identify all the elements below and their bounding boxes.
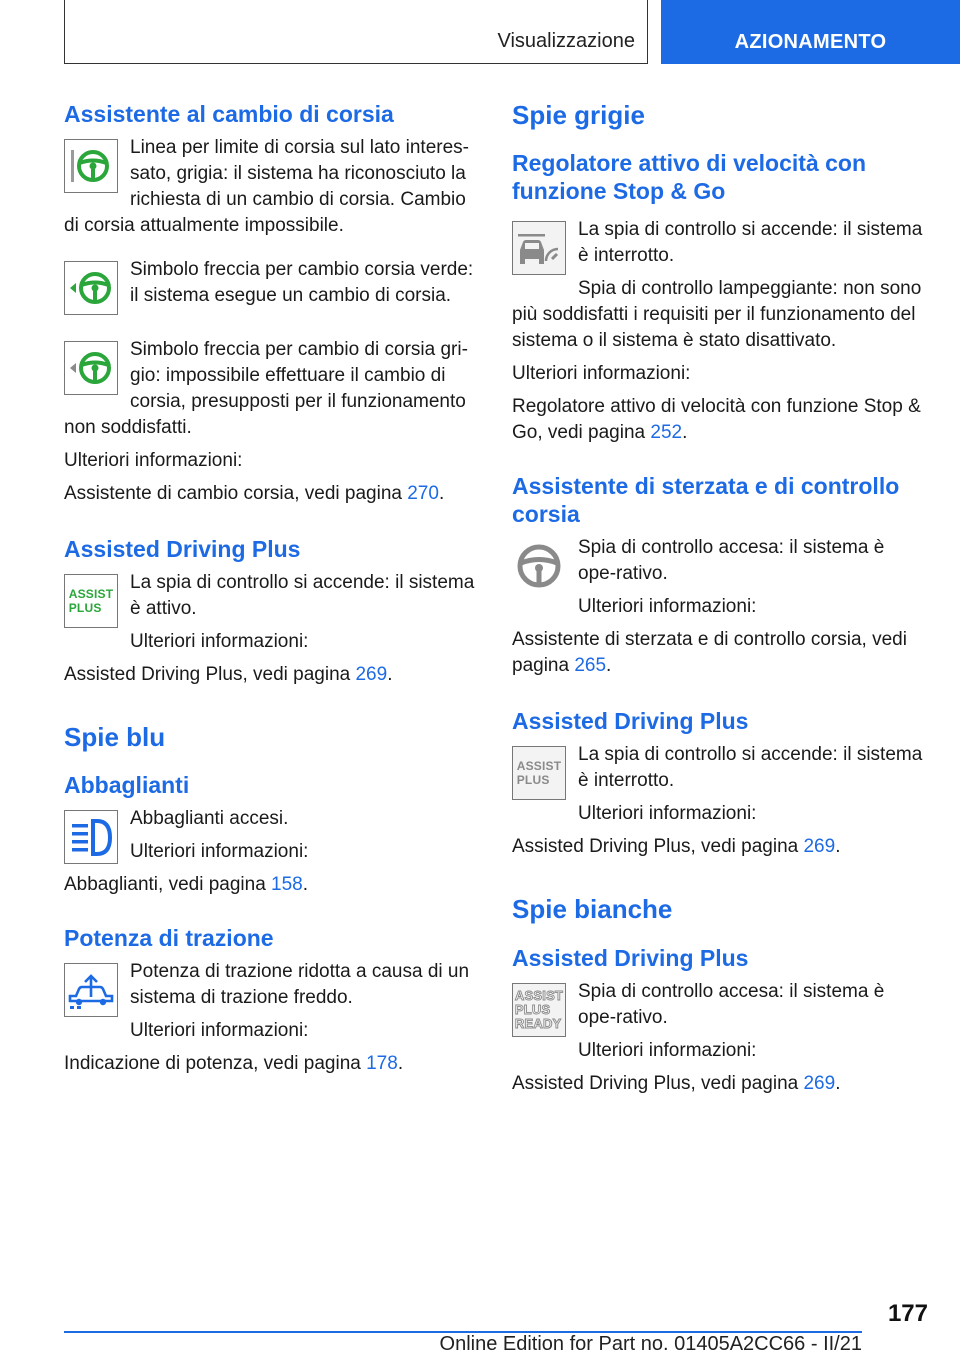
- lane-change-item-grey-arrow: [64, 337, 479, 441]
- lane-change-more-label: Ulteriori informazioni:: [64, 450, 243, 472]
- assisted-plus-grey-more-label: Ulteriori informazioni:: [578, 803, 757, 825]
- high-beam-title: Abbaglianti: [64, 772, 190, 799]
- lane-change-page-link[interactable]: 270: [407, 483, 439, 505]
- high-beam-page-link[interactable]: 158: [271, 874, 303, 896]
- acc-more-label: Ulteriori informazioni:: [512, 363, 691, 385]
- assisted-plus-item: [64, 570, 479, 655]
- traction-power-icon: [64, 963, 118, 1017]
- traction-title: Potenza di trazione: [64, 925, 274, 952]
- steering-wheel-icon: [512, 539, 566, 593]
- acc-stop-go-icon: [512, 221, 566, 275]
- assisted-plus-white-page-link[interactable]: 269: [803, 1072, 836, 1094]
- assisted-plus-grey-reference: Assisted Driving Plus, vedi pagina 269.: [512, 836, 841, 858]
- lane-change-grey-arrow-icon: [64, 341, 118, 395]
- high-beam-icon: [64, 810, 118, 864]
- lane-change-item-green-arrow: [64, 257, 479, 319]
- assist-plus-grey-icon: ASSIST PLUS: [512, 746, 566, 800]
- assisted-plus-white-title: Assisted Driving Plus: [512, 944, 749, 971]
- steering-item: [512, 535, 927, 620]
- acc-text-1: La spia di controllo si accende: il sistema è interrotto.: [578, 219, 923, 267]
- acc-page-link[interactable]: 252: [650, 422, 683, 444]
- assisted-plus-white-item: [512, 979, 927, 1064]
- lane-change-item-2-text: Simbolo freccia per cambio corsia verde: il sistema esegue un cambio di corsia.: [130, 259, 474, 307]
- lane-change-title: Assistente al cambio di corsia: [64, 101, 394, 127]
- blue-lights-heading: Spie blu: [64, 722, 166, 753]
- left-column: [64, 100, 479, 1077]
- traction-more-label: Ulteriori informazioni:: [130, 1020, 309, 1042]
- steering-text: Spia di controllo accesa: il sistema è ope-rativo.: [578, 537, 885, 585]
- steering-more-label: Ulteriori informazioni:: [578, 596, 757, 618]
- page-number: 177: [887, 1300, 928, 1327]
- acc-text-2: Spia di controllo lampeggiante: non sono più soddisfatti i requisiti per il funzionamento del sistema o il sistema è stato disattivato.: [512, 278, 922, 352]
- steering-page-link[interactable]: 265: [574, 655, 607, 677]
- lane-change-item-3-text: Simbolo freccia per cambio di corsia gri-gio: impossibile effettuare il cambio di corsia, presupposti per il funzionamento non soddisfatti.: [64, 339, 468, 439]
- assist-plus-ready-icon: ASSIST PLUS READY: [512, 983, 566, 1037]
- assisted-plus-more-label: Ulteriori informazioni:: [130, 631, 309, 653]
- traction-page-link[interactable]: 178: [366, 1053, 398, 1075]
- acc-title: Regolatore attivo di velocità con funzione Stop & Go: [512, 150, 867, 205]
- header-chapter-title: AZIONAMENTO: [734, 31, 887, 53]
- assisted-plus-white-text: Spia di controllo accesa: il sistema è ope-rativo.: [578, 980, 885, 1028]
- assisted-plus-grey-item: [512, 742, 927, 827]
- assisted-plus-white-more-label: Ulteriori informazioni:: [578, 1039, 757, 1061]
- acc-item: [512, 217, 927, 354]
- assisted-plus-page-link[interactable]: 269: [355, 664, 388, 686]
- high-beam-more-label: Ulteriori informazioni:: [130, 841, 309, 863]
- footer-edition: Online Edition for Part no. 01405A2CC66 - II/21: [439, 1333, 862, 1355]
- assisted-plus-text: La spia di controllo si accende: il sistema è attivo.: [130, 572, 475, 620]
- high-beam-reference: Abbaglianti, vedi pagina 158.: [64, 874, 309, 896]
- high-beam-item: [64, 806, 479, 898]
- high-beam-text: Abbaglianti accesi.: [130, 808, 289, 830]
- assisted-plus-title: Assisted Driving Plus: [64, 536, 301, 563]
- lane-change-grey-line-icon: [64, 139, 118, 193]
- lane-change-green-arrow-icon: [64, 261, 118, 315]
- right-column: [512, 100, 927, 1097]
- traction-reference: Indicazione di potenza, vedi pagina 178.: [64, 1053, 404, 1075]
- header-section-title: Visualizzazione: [497, 30, 635, 52]
- traction-text: Potenza di trazione ridotta a causa di un sistema di trazione freddo.: [130, 961, 470, 1009]
- header-section-box: [64, 0, 648, 64]
- assist-plus-green-icon: ASSIST PLUS: [64, 574, 118, 628]
- traction-item: [64, 959, 479, 1044]
- assisted-plus-grey-page-link[interactable]: 269: [803, 836, 836, 858]
- white-lights-heading: Spie bianche: [512, 894, 673, 925]
- assisted-plus-reference: Assisted Driving Plus, vedi pagina 269.: [64, 664, 393, 686]
- lane-change-item-1-text: Linea per limite di corsia sul lato interes-sato, grigia: il sistema ha riconosciuto la richiesta di un cambio di corsia. Cambio di corsia attualmente impossibile.: [64, 137, 469, 237]
- acc-reference: Regolatore attivo di velocità con funzione Stop & Go, vedi pagina 252.: [512, 396, 921, 444]
- grey-lights-heading: Spie grigie: [512, 100, 645, 130]
- steering-title: Assistente di sterzata e di controllo corsia: [512, 473, 900, 528]
- lane-change-item-grey-line: [64, 135, 479, 239]
- lane-change-reference: Assistente di cambio corsia, vedi pagina 270.: [64, 483, 445, 505]
- steering-reference: Assistente di sterzata e di controllo corsia, vedi pagina 265.: [512, 629, 907, 677]
- assisted-plus-white-reference: Assisted Driving Plus, vedi pagina 269.: [512, 1072, 841, 1094]
- assisted-plus-grey-title: Assisted Driving Plus: [512, 708, 749, 735]
- header-chapter-tab[interactable]: [661, 0, 960, 64]
- assisted-plus-grey-text: La spia di controllo si accende: il sistema è interrotto.: [578, 744, 923, 792]
